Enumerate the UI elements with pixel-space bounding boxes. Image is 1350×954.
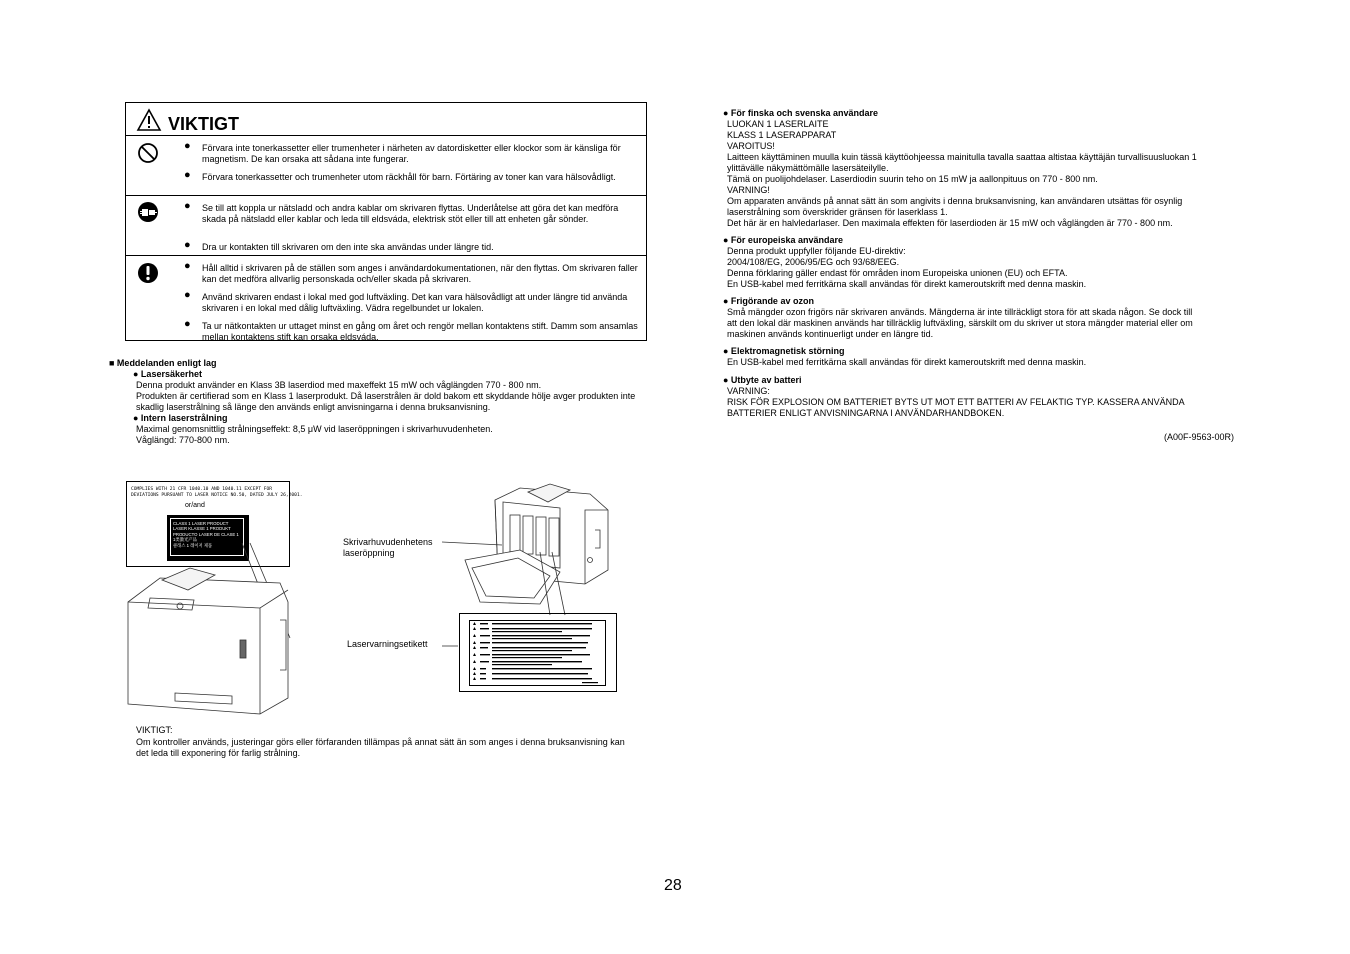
notice-emc (723, 346, 1243, 368)
notice-ozone (723, 296, 1243, 340)
notice-line: LUOKAN 1 LASERLAITE (727, 119, 829, 129)
notice-line: Tämä on puolijohdelaser. Laserdiodin suurin teho on 15 mW ja aallonpituus on 770 - 800 nm. (727, 174, 1098, 184)
notice-heading: ● Elektromagnetisk störning (723, 346, 845, 356)
notice-heading: ● Utbyte av batteri (723, 375, 802, 385)
compliance-text: COMPLIES WITH 21 CFR 1040.10 AND 1040.11 EXCEPT FOR (131, 487, 273, 492)
notice-heading: ● För europeiska användare (723, 235, 843, 245)
warning-item-text: Förvara tonerkassetter och trumenheter utom räckhåll för barn. Förtäring av toner kan vara hälsovådligt. (202, 172, 616, 182)
or-and-text: or/and (185, 502, 205, 509)
notice-line: laserstrålning som överskrider gränsen för laserklass 1. (727, 207, 948, 217)
notice-heading: ● För finska och svenska användare (723, 108, 878, 118)
notice-line: maskinen används kontinuerligt under en längre tid. (727, 329, 934, 339)
notice-line: KLASS 1 LASERAPPARAT (727, 130, 837, 140)
warning-triangle-icon (136, 108, 162, 132)
laser-warning-label-text (470, 621, 605, 685)
unplug-icon (137, 201, 159, 223)
warning-item-text: Förvara inte tonerkassetter eller trumenheter i närheten av datordisketter eller klockor som är känsliga för magnetism. De kan orsaka att sådana inte fungerar. (202, 143, 621, 164)
notice-line: En USB-kabel med ferritkärna skall användas för direkt kameroutskrift med denna maskin. (727, 357, 1087, 367)
notice-european (723, 235, 1243, 290)
laser-warning-label (459, 613, 617, 692)
warning-title: VIKTIGT (168, 114, 239, 134)
notice-heading: ● Frigörande av ozon (723, 296, 814, 306)
laser-safety-line: Denna produkt använder en Klass 3B laserdiod med maxeffekt 15 mW och våglängden 770 - 800 nm. (136, 380, 542, 390)
callout-aperture: Skrivarhuvudenhetens (343, 537, 433, 547)
warning-box (125, 102, 647, 341)
notice-line: Små mängder ozon frigörs när skrivaren används. Mängderna är inte tillräckligt stora för att skada någon. Se dock till (727, 307, 1193, 317)
warning-item-text: Håll alltid i skrivaren på de ställen som anges i användardokumentationen, när den flyttas. Om skrivaren faller kan det medföra allvarlig personskada och/eller skada på skrivaren. (202, 263, 638, 284)
notice-line: RISK FÖR EXPLOSION OM BATTERIET BYTS UT MOT ETT BATTERI AV FELAKTIG TYP. KASSERA ANVÄNDA (727, 397, 1185, 407)
warning-item-text: Se till att koppla ur nätsladd och andra kablar om skrivaren flyttas. Underlåtelse att göra det kan medföra skada på nätsladd eller kablar och leda till eldsváda, elektrisk stöt eller till att enheten går sönder. (202, 203, 619, 224)
compliance-text: DEVIATIONS PURSUANT TO LASER NOTICE NO.50, DATED JULY 26,2001. (131, 493, 303, 498)
laser-safety-line: Produkten är certifierad som en Klass 1 laserprodukt. Då laserstrålen är dold bakom ett skyddande hölje avger produkten inte (136, 391, 636, 401)
document-code: (A00F-9563-00R) (1164, 432, 1235, 442)
page-number: 28 (664, 877, 682, 894)
laser-safety-heading: ● Lasersäkerhet (133, 369, 202, 379)
warning-section-prohibition: ● Förvara inte tonerkassetter eller trumenheter i närheten av datordisketter eller klockor som är känsliga för magnetism. De kan orsaka att sådana inte fungerar. ● Förvara tonerkassetter och trumenheter utom räckhåll för barn. Förtäring av toner kan vara hälsovådligt. (126, 135, 646, 196)
internal-radiation-line: Våglängd: 770-800 nm. (136, 435, 230, 445)
notice-finnish-swedish (723, 108, 1243, 229)
notice-line: Det här är en halvledarlaser. Den maximala effekten för laserdioden är 15 mW och våglängden är 770 - 800 nm. (727, 218, 1173, 228)
notice-line: ylittävälle näkymättömälle lasersäteilylle. (727, 163, 889, 173)
notice-line: Denna förklaring gäller endast för områden inom Europeiska unionen (EU) och EFTA. (727, 268, 1068, 278)
notice-line: BATTERIER ENLIGT ANVISNINGARNA I ANVÄNDARHANDBOKEN. (727, 408, 1005, 418)
exclamation-icon (137, 262, 159, 284)
warning-item-text: Använd skrivaren endast i lokal med god luftväxling. Det kan vara hälsovådligt att under längre tid använda skrivaren i en lokal med dålig luftväxling. Vädra regelbundet ur lokalen. (202, 292, 628, 313)
bottom-note-line: det leda till exponering för farlig strålning. (136, 748, 301, 758)
callout-warning-label: Laservarningsetikett (347, 639, 428, 649)
warning-section-caution: ● Håll alltid i skrivaren på de ställen som anges i användardokumentationen, när den flyttas. Om skrivaren faller kan det medföra allvarlig personskada och/eller skada på skrivaren. ● Använd skrivaren endast i lokal med god luftväxling. Det kan vara hälsovådligt att under längre tid använda skrivaren i en lokal med dålig luftväxling. Vädra regelbundet ur lokalen. ● Ta ur nätkontakten ur uttaget minst en gång om året och rengör mellan kontaktens stift. Damm som ansamlas mellan kontaktens stift kan orsaka eldsváda. (126, 255, 646, 341)
laser-safety-line: skadlig laserstrålning så länge den används enligt anvisningarna i denna bruksanvisning. (136, 402, 491, 412)
internal-radiation-line: Maximal genomsnittlig strålningseffekt: 8,5 μW vid laseröppningen i skrivarhuvudenheten. (136, 424, 493, 434)
warning-section-unplug: ● Se till att koppla ur nätsladd och andra kablar om skrivaren flyttas. Underlåtelse att göra det kan medföra skada på nätsladd eller kablar och leda till eldsváda, elektrisk stöt eller till att enheten går sönder. ● Dra ur kontakten till skrivaren om den inte ska användas under längre tid. (126, 195, 646, 256)
internal-radiation-heading: ● Intern laserstrålning (133, 413, 228, 423)
warning-header (126, 103, 646, 136)
notice-line: att den lokal där maskinen används har tillräcklig luftväxling, särskilt om du skriver ut stora mängder material eller om (727, 318, 1193, 328)
bottom-note-title: VIKTIGT: (136, 725, 173, 735)
class1-label: CLASS 1 LASER PRODUCT LASER KLASSE 1 PRODUKT PRODUCTO LASER DE CLASE 1 1类激光产品 클래스 1 레이저 제품 (167, 515, 249, 561)
notice-line: En USB-kabel med ferritkärna skall användas för direkt kameroutskrift med denna maskin. (727, 279, 1087, 289)
notice-line: 2004/108/EG, 2006/95/EG och 93/68/EEG. (727, 257, 900, 267)
notice-line: Denna produkt uppfyller följande EU-direktiv: (727, 246, 906, 256)
notice-line: VARNING: (727, 386, 770, 396)
callout-aperture: laseröppning (343, 548, 395, 558)
right-column (723, 108, 1243, 419)
notice-line: Laitteen käyttäminen muulla kuin tässä käyttöohjeessa mainitulla tavalla saattaa altistaa käyttäjän turvallisuusluokan 1 (727, 152, 1197, 162)
notice-line: VARNING! (727, 185, 770, 195)
warning-item-text: Ta ur nätkontakten ur uttaget minst en gång om året och rengör mellan kontaktens stift. Damm som ansamlas mellan kontaktens stift kan orsaka eldsváda. (202, 321, 638, 342)
notice-battery (723, 375, 1243, 419)
warning-item-text: Dra ur kontakten till skrivaren om den inte ska användas under längre tid. (202, 242, 494, 252)
notice-line: Om apparaten används på annat sätt än som angivits i denna bruksanvisning, kan användaren utsättas för osynlig (727, 196, 1183, 206)
legal-heading: ■ Meddelanden enligt lag (109, 358, 217, 368)
bottom-note-line: Om kontroller används, justeringar görs eller förfaranden tillämpas på annat sätt än som anges i denna bruksanvisning kan (136, 737, 625, 747)
notice-line: VAROITUS! (727, 141, 775, 151)
prohibition-icon (137, 142, 159, 164)
